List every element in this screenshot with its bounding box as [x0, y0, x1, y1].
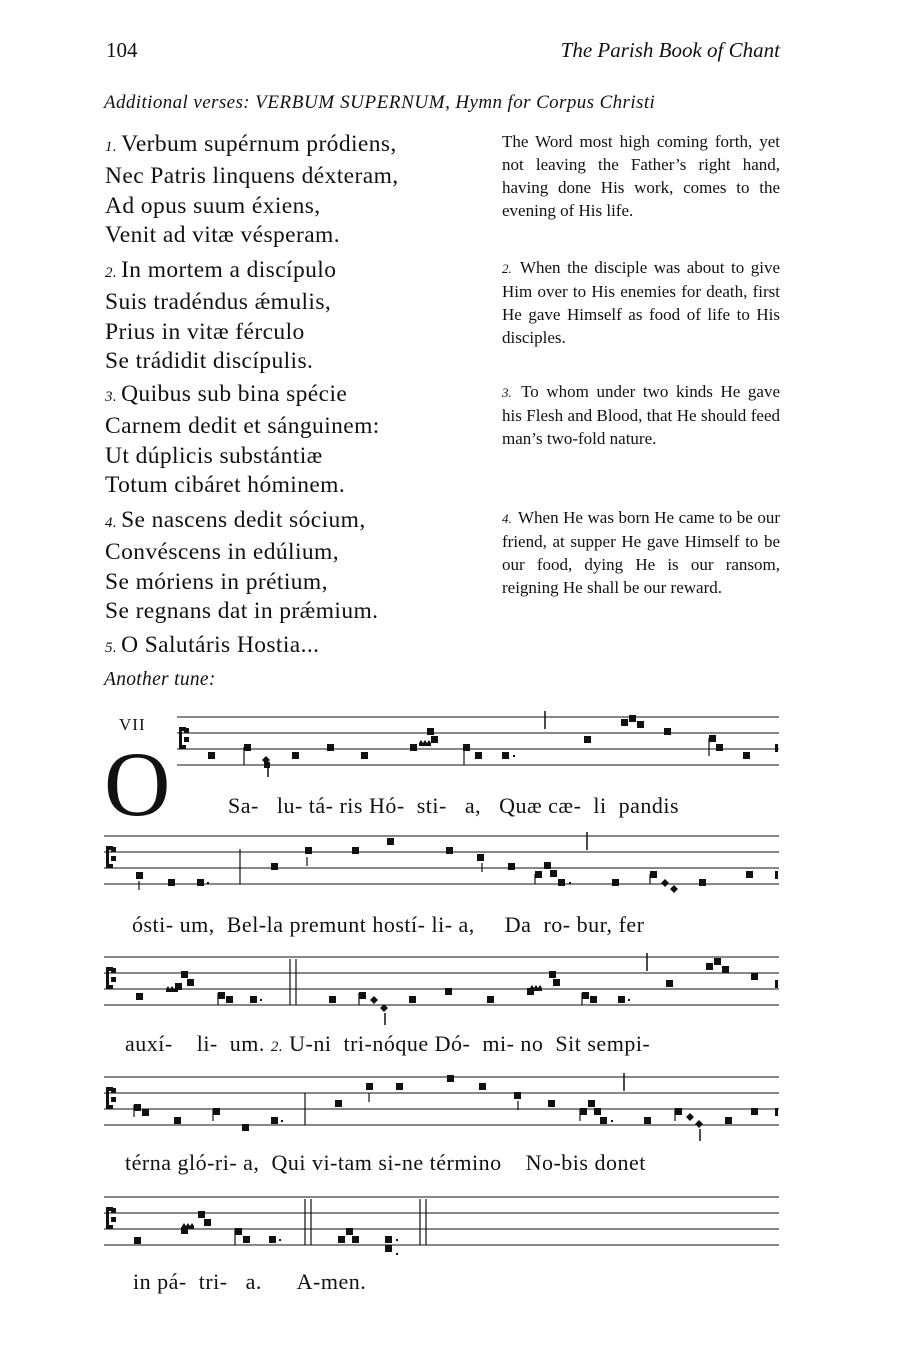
syllable: lu- — [276, 793, 303, 818]
syllable: ro- — [543, 912, 571, 937]
mode-label: VII — [119, 715, 146, 734]
syllable: a. — [245, 1269, 262, 1294]
syllable: Qui — [271, 1150, 306, 1175]
syllable: tri-nóque — [343, 1031, 429, 1056]
hymn-title: VERBUM SUPERNUM — [255, 92, 446, 113]
verse-line: Se regnans dat in prǽmium. — [105, 597, 379, 624]
syllable: A-men. — [296, 1269, 367, 1294]
lyric-line-1 — [228, 793, 679, 819]
verse-number: 3. — [105, 389, 118, 405]
verse-line: Ut dúplicis substántiæ — [105, 442, 323, 469]
verse-3-latin — [105, 380, 380, 500]
syllable: sti- — [416, 793, 447, 818]
verse-number: 2. — [270, 1039, 284, 1055]
syllable: in — [133, 1269, 152, 1294]
syllable: bur, — [576, 912, 613, 937]
translation-text: To whom under two kinds He gave his Flesh and Blood, that He should feed man’s two-fold nature. — [502, 382, 780, 448]
additional-prefix: Additional verses: — [104, 92, 256, 113]
verse-4-translation — [502, 506, 780, 599]
verse-line: Verbum supérnum pródiens, — [121, 131, 397, 157]
verse-line: Se móriens in prétium, — [105, 568, 328, 595]
syllable: ósti- — [132, 912, 174, 937]
verse-4-latin — [105, 506, 378, 626]
syllable: Quæ — [499, 793, 543, 818]
syllable: ris — [339, 793, 363, 818]
verse-1-translation — [502, 130, 780, 222]
verse-5-text: O Salutáris Hostia... — [121, 632, 320, 658]
syllable: a, — [458, 912, 475, 937]
verse-line: Suis tradéndus ǽmulis, — [105, 289, 332, 316]
verse-2-translation — [502, 256, 780, 349]
staff-1-svg — [177, 715, 781, 771]
initial-letter: O — [104, 733, 171, 835]
verse-1-latin — [105, 130, 399, 250]
syllable: hostí- — [372, 912, 426, 937]
syllable: Dó- — [434, 1031, 471, 1056]
syllable: tri- — [198, 1269, 228, 1294]
page-number: 104 — [106, 38, 138, 62]
syllable: um. — [229, 1031, 265, 1056]
chant-staff-4 — [104, 1075, 781, 1145]
syllable: pandis — [618, 793, 680, 818]
lyric-line-3 — [125, 1031, 650, 1057]
syllable: li- — [196, 1031, 218, 1056]
syllable: a, — [464, 793, 482, 818]
staff-3-svg — [104, 955, 781, 1025]
additional-verses-heading — [104, 92, 655, 114]
translation-text: The Word most high coming forth, yet not leaving the Father’s right hand, having done His work, comes to the evening of His life. — [502, 132, 780, 220]
syllable: premunt — [289, 912, 367, 937]
another-tune-label: Another tune: — [104, 669, 216, 690]
syllable: a, — [243, 1150, 260, 1175]
verse-line: Totum cibáret hóminem. — [105, 471, 346, 498]
chant-staff-3 — [104, 955, 781, 1025]
syllable: gló-ri- — [177, 1150, 238, 1175]
syllable: término — [429, 1150, 502, 1175]
syllable: cæ- — [548, 793, 582, 818]
verse-3-translation — [502, 380, 780, 450]
syllable: Da — [504, 912, 532, 937]
syllable: Hó- — [368, 793, 405, 818]
verse-line: Carnem dedit et sánguinem: — [105, 413, 380, 440]
syllable: sempi- — [587, 1031, 651, 1056]
verse-2-latin — [105, 256, 336, 376]
verse-number: 2. — [105, 265, 118, 281]
syllable: mi- — [482, 1031, 515, 1056]
staff-5-svg — [104, 1195, 781, 1259]
verse-line: In mortem a discípulo — [121, 257, 337, 283]
chant-staff-1 — [177, 715, 781, 771]
syllable: tá- — [308, 793, 334, 818]
chant-staff-2 — [104, 834, 781, 892]
verse-line: Venit ad vitæ vésperam. — [105, 221, 341, 248]
translation-number: 4. — [502, 511, 512, 526]
syllable: vi-tam — [311, 1150, 373, 1175]
staff-4-svg — [104, 1075, 781, 1145]
verse-5 — [105, 632, 319, 659]
verse-line: Quibus sub bina spécie — [121, 381, 348, 407]
chant-staff-5 — [104, 1195, 781, 1259]
syllable: donet — [594, 1150, 646, 1175]
syllable: pá- — [157, 1269, 187, 1294]
translation-text: When the disciple was about to give Him over to His enemies for death, first He gave Himself as food of life to His disciples. — [502, 258, 780, 347]
verse-line: Nec Patris linquens déxteram, — [105, 163, 399, 190]
translation-number: 3. — [502, 385, 512, 400]
syllable: auxí- — [125, 1031, 173, 1056]
verse-number: 5. — [105, 640, 118, 656]
verse-line: Se trádidit discípulis. — [105, 347, 314, 374]
syllable: No-bis — [525, 1150, 589, 1175]
lyric-line-4 — [125, 1150, 646, 1176]
staff-2-svg — [104, 834, 781, 892]
translation-number: 2. — [502, 261, 512, 276]
syllable: li — [593, 793, 607, 818]
syllable: térna — [125, 1150, 172, 1175]
syllable: li- — [431, 912, 453, 937]
additional-suffix: , Hymn for Corpus Christi — [445, 92, 656, 113]
syllable: U-ni — [289, 1031, 332, 1056]
book-title: The Parish Book of Chant — [560, 38, 780, 62]
syllable: no — [520, 1031, 544, 1056]
syllable: um, — [179, 912, 215, 937]
syllable: Sa- — [228, 793, 259, 818]
syllable: Bel-la — [226, 912, 284, 937]
verse-line: Convéscens in edúlium, — [105, 539, 339, 566]
verse-number: 1. — [105, 139, 118, 155]
syllable: Sit — [555, 1031, 582, 1056]
running-head — [106, 38, 780, 64]
lyric-line-5 — [133, 1269, 366, 1295]
syllable: fer — [618, 912, 645, 937]
verse-number: 4. — [105, 515, 118, 531]
verse-line: Ad opus suum éxiens, — [105, 192, 321, 219]
verse-line: Se nascens dedit sócium, — [121, 507, 366, 533]
syllable: si-ne — [378, 1150, 424, 1175]
verse-line: Prius in vitæ férculo — [105, 318, 305, 345]
lyric-line-2 — [132, 912, 644, 938]
translation-text: When He was born He came to be our friend, at supper He gave Himself to be our food, dying He is our ransom, reigning He shall be our reward. — [502, 508, 780, 597]
